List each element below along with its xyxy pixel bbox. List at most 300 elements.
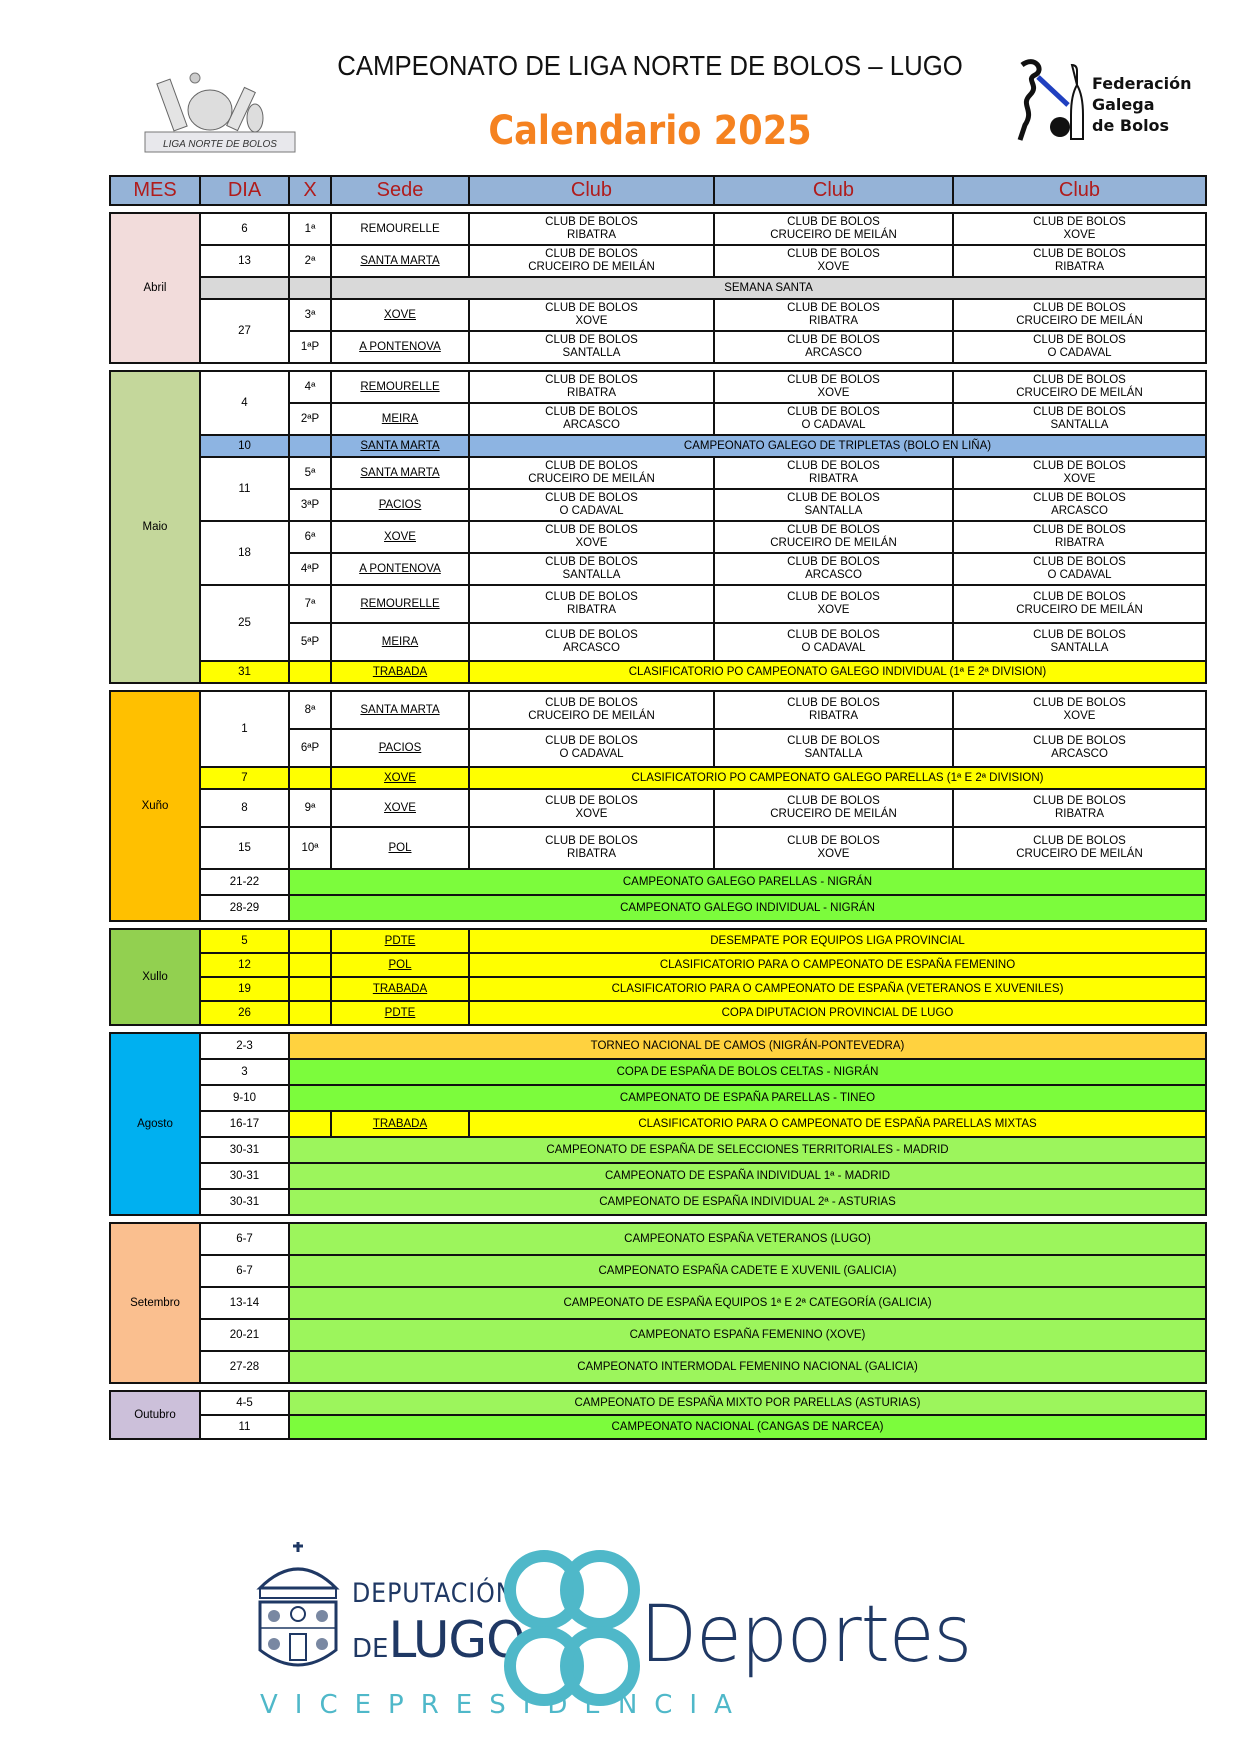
venue-link[interactable]: PDTE: [384, 934, 416, 947]
club-prefix: CLUB DE BOLOS: [787, 406, 880, 418]
venue-cell[interactable]: [331, 827, 469, 869]
club-name: ARCASCO: [563, 642, 620, 654]
venue-cell[interactable]: [331, 299, 469, 331]
table-row: [110, 1163, 1206, 1189]
club-name: RIBATRA: [1055, 537, 1104, 549]
club-cell: [714, 299, 953, 331]
club-name: CRUCEIRO DE MEILÁN: [770, 808, 897, 820]
club-prefix: CLUB DE BOLOS: [545, 835, 638, 847]
club-prefix: CLUB DE BOLOS: [1033, 591, 1126, 603]
venue-link[interactable]: XOVE: [384, 308, 416, 321]
round-cell: 2ªP: [289, 403, 331, 435]
federacion-line-1: Federación: [1092, 74, 1192, 93]
club-name: ARCASCO: [805, 569, 862, 581]
event-cell: CLASIFICATORIO PO CAMPEONATO GALEGO INDIVIDUAL (1ª E 2ª DIVISION): [469, 661, 1206, 683]
club-cell: [714, 691, 953, 729]
table-row: [110, 1351, 1206, 1383]
event-cell: COPA DE ESPAÑA DE BOLOS CELTAS - NIGRÁN: [289, 1059, 1206, 1085]
venue-cell[interactable]: [331, 331, 469, 363]
club-name: XOVE: [575, 808, 608, 820]
day-cell: 27: [200, 299, 289, 363]
club-prefix: CLUB DE BOLOS: [787, 248, 880, 260]
venue-cell[interactable]: [331, 789, 469, 827]
venue-cell[interactable]: [331, 929, 469, 953]
day-cell: 6: [200, 213, 289, 245]
round-cell: 1ª: [289, 213, 331, 245]
club-name: XOVE: [1063, 710, 1096, 722]
day-cell: 15: [200, 827, 289, 869]
venue-link[interactable]: MEIRA: [381, 412, 419, 425]
table-row: [110, 245, 1206, 277]
round-cell: 9ª: [289, 789, 331, 827]
venue-link[interactable]: SANTA MARTA: [360, 439, 440, 452]
club-cell: [953, 789, 1206, 827]
club-name: CRUCEIRO DE MEILÁN: [528, 710, 655, 722]
club-cell: [714, 521, 953, 553]
club-prefix: CLUB DE BOLOS: [1033, 406, 1126, 418]
org-line-2a: DE: [352, 1634, 389, 1664]
club-name: XOVE: [1063, 473, 1096, 485]
club-prefix: CLUB DE BOLOS: [787, 374, 880, 386]
club-prefix: CLUB DE BOLOS: [1033, 835, 1126, 847]
round-cell: [289, 953, 331, 977]
venue-link[interactable]: TRABADA: [372, 982, 428, 995]
day-cell: 9-10: [200, 1085, 289, 1111]
day-cell: 3: [200, 1059, 289, 1085]
club-cell: [953, 403, 1206, 435]
venue-cell: [331, 213, 469, 245]
club-name: ARCASCO: [1051, 748, 1108, 760]
event-cell: DESEMPATE POR EQUIPOS LIGA PROVINCIAL: [469, 929, 1206, 953]
day-cell: 18: [200, 521, 289, 585]
club-cell: [953, 457, 1206, 489]
club-name: RIBATRA: [1055, 261, 1104, 273]
round-cell: [289, 661, 331, 683]
round-cell: 5ª: [289, 457, 331, 489]
venue-link[interactable]: PACIOS: [378, 498, 422, 511]
club-cell: [469, 553, 714, 585]
day-cell: [200, 277, 289, 299]
col-header-club-1: Club: [469, 176, 714, 205]
club-prefix: CLUB DE BOLOS: [1033, 302, 1126, 314]
club-prefix: CLUB DE BOLOS: [545, 248, 638, 260]
club-name: SANTALLA: [562, 569, 621, 581]
month-cell-xullo: Xullo: [110, 929, 200, 1025]
day-cell: 19: [200, 977, 289, 1001]
day-cell: 4-5: [200, 1391, 289, 1415]
day-cell: 13-14: [200, 1287, 289, 1319]
club-name: O CADAVAL: [559, 748, 624, 760]
col-header-dia: DIA: [200, 176, 289, 205]
club-name: RIBATRA: [809, 473, 858, 485]
event-cell: CLASIFICATORIO PARA O CAMPEONATO DE ESPAÑA FEMENINO: [469, 953, 1206, 977]
table-row: [110, 1287, 1206, 1319]
club-cell: [714, 213, 953, 245]
club-name: SANTALLA: [804, 748, 863, 760]
table-row: [110, 1391, 1206, 1415]
day-cell: 30-31: [200, 1137, 289, 1163]
liga-logo-text: LIGA NORTE DE BOLOS: [163, 139, 277, 150]
day-cell: 13: [200, 245, 289, 277]
club-cell: [714, 827, 953, 869]
club-prefix: CLUB DE BOLOS: [545, 697, 638, 709]
venue-link[interactable]: SANTA MARTA: [360, 466, 440, 479]
club-cell: [714, 585, 953, 623]
club-cell: [714, 729, 953, 767]
federacion-line-2: Galega: [1092, 95, 1155, 114]
table-row: [110, 1223, 1206, 1255]
day-cell: 26: [200, 1001, 289, 1025]
venue-link[interactable]: TRABADA: [372, 1117, 428, 1130]
venue-link[interactable]: POL: [388, 958, 412, 971]
club-name: XOVE: [575, 537, 608, 549]
month-cell-agosto: Agosto: [110, 1033, 200, 1215]
col-header-sede: Sede: [331, 176, 469, 205]
venue-cell[interactable]: [331, 435, 469, 457]
club-name: CRUCEIRO DE MEILÁN: [1016, 604, 1143, 616]
club-cell: [953, 691, 1206, 729]
club-prefix: CLUB DE BOLOS: [787, 735, 880, 747]
venue-cell[interactable]: [331, 1001, 469, 1025]
venue-cell[interactable]: [331, 553, 469, 585]
table-row: [110, 1415, 1206, 1439]
table-row: [110, 1085, 1206, 1111]
day-cell: 6-7: [200, 1223, 289, 1255]
event-cell: CAMPEONATO DE ESPAÑA INDIVIDUAL 1ª - MADRID: [289, 1163, 1206, 1189]
vicepresidencia-label: VICEPRESIDENCIA: [260, 1690, 749, 1720]
club-cell: [469, 585, 714, 623]
month-cell-maio: Maio: [110, 371, 200, 683]
club-name: CRUCEIRO DE MEILÁN: [528, 261, 655, 273]
club-name: RIBATRA: [1055, 808, 1104, 820]
table-row: [110, 895, 1206, 921]
club-prefix: CLUB DE BOLOS: [1033, 374, 1126, 386]
round-cell: 3ª: [289, 299, 331, 331]
venue-cell[interactable]: [331, 623, 469, 661]
round-cell: 2ª: [289, 245, 331, 277]
table-row: [110, 1137, 1206, 1163]
club-cell: [469, 213, 714, 245]
month-cell-abril: Abril: [110, 213, 200, 363]
club-cell: [714, 371, 953, 403]
coat-of-arms-icon: [250, 1540, 346, 1680]
table-row: [110, 953, 1206, 977]
day-cell: 28-29: [200, 895, 289, 921]
venue-cell[interactable]: [331, 977, 469, 1001]
venue-label: REMOURELLE: [360, 222, 440, 235]
club-cell: [714, 457, 953, 489]
club-cell: [469, 729, 714, 767]
day-cell: 2-3: [200, 1033, 289, 1059]
table-row: [110, 1001, 1206, 1025]
club-prefix: CLUB DE BOLOS: [1033, 524, 1126, 536]
club-cell: [953, 331, 1206, 363]
table-row: [110, 1059, 1206, 1085]
venue-link[interactable]: PDTE: [384, 1006, 416, 1019]
club-prefix: CLUB DE BOLOS: [545, 629, 638, 641]
table-row: [110, 767, 1206, 789]
club-prefix: CLUB DE BOLOS: [787, 492, 880, 504]
club-cell: [469, 457, 714, 489]
day-cell: 4: [200, 371, 289, 435]
club-cell: [953, 623, 1206, 661]
month-cell-setembro: Setembro: [110, 1223, 200, 1383]
club-prefix: CLUB DE BOLOS: [1033, 248, 1126, 260]
club-name: RIBATRA: [809, 710, 858, 722]
table-row: [110, 521, 1206, 553]
club-prefix: CLUB DE BOLOS: [545, 795, 638, 807]
col-header-mes: MES: [110, 176, 200, 205]
venue-link[interactable]: XOVE: [384, 530, 416, 543]
club-cell: [469, 371, 714, 403]
club-prefix: CLUB DE BOLOS: [787, 835, 880, 847]
day-cell: 10: [200, 435, 289, 457]
table-row: [110, 435, 1206, 457]
club-cell: [469, 403, 714, 435]
venue-link[interactable]: POL: [388, 841, 412, 854]
club-cell: [469, 245, 714, 277]
club-cell: [469, 331, 714, 363]
venue-link[interactable]: TRABADA: [372, 665, 428, 678]
round-cell: 1ªP: [289, 331, 331, 363]
event-cell: CAMPEONATO ESPAÑA VETERANOS (LUGO): [289, 1223, 1206, 1255]
club-prefix: CLUB DE BOLOS: [545, 492, 638, 504]
club-cell: [953, 245, 1206, 277]
club-cell: [714, 623, 953, 661]
day-cell: 1: [200, 691, 289, 767]
calendar-table: [109, 175, 1207, 1440]
venue-cell[interactable]: [331, 729, 469, 767]
event-cell: CAMPEONATO DE ESPAÑA MIXTO POR PARELLAS (ASTURIAS): [289, 1391, 1206, 1415]
club-cell: [953, 729, 1206, 767]
table-row: [110, 277, 1206, 299]
club-cell: [714, 489, 953, 521]
col-header-club-3: Club: [953, 176, 1206, 205]
club-prefix: CLUB DE BOLOS: [545, 524, 638, 536]
table-row: [110, 827, 1206, 869]
club-prefix: CLUB DE BOLOS: [1033, 460, 1126, 472]
club-prefix: CLUB DE BOLOS: [545, 460, 638, 472]
venue-link[interactable]: MEIRA: [381, 635, 419, 648]
club-cell: [469, 691, 714, 729]
round-cell: 8ª: [289, 691, 331, 729]
day-cell: 12: [200, 953, 289, 977]
venue-link[interactable]: REMOURELLE: [360, 597, 440, 610]
round-cell: [289, 929, 331, 953]
day-cell: 31: [200, 661, 289, 683]
club-prefix: CLUB DE BOLOS: [545, 302, 638, 314]
document-title: CAMPEONATO DE LIGA NORTE DE BOLOS – LUGO: [337, 50, 963, 81]
venue-cell[interactable]: [331, 691, 469, 729]
venue-link[interactable]: REMOURELLE: [360, 380, 440, 393]
day-cell: 5: [200, 929, 289, 953]
event-cell: CLASIFICATORIO PARA O CAMPEONATO DE ESPAÑA PARELLAS MIXTAS: [469, 1111, 1206, 1137]
club-prefix: CLUB DE BOLOS: [1033, 556, 1126, 568]
round-cell: 7ª: [289, 585, 331, 623]
round-cell: [289, 1001, 331, 1025]
event-cell: CAMPEONATO GALEGO INDIVIDUAL - NIGRÁN: [289, 895, 1206, 921]
venue-link[interactable]: SANTA MARTA: [360, 703, 440, 716]
round-cell: 3ªP: [289, 489, 331, 521]
table-row: [110, 929, 1206, 953]
event-cell: CAMPEONATO ESPAÑA CADETE E XUVENIL (GALICIA): [289, 1255, 1206, 1287]
club-cell: [469, 489, 714, 521]
event-cell: CLASIFICATORIO PO CAMPEONATO GALEGO PARELLAS (1ª E 2ª DIVISION): [469, 767, 1206, 789]
venue-link[interactable]: XOVE: [384, 771, 416, 784]
event-cell: CAMPEONATO DE ESPAÑA INDIVIDUAL 2ª - ASTURIAS: [289, 1189, 1206, 1215]
round-cell: [289, 1111, 331, 1137]
club-cell: [714, 553, 953, 585]
club-prefix: CLUB DE BOLOS: [545, 216, 638, 228]
venue-link[interactable]: A PONTENOVA: [359, 562, 441, 575]
table-row: [110, 1033, 1206, 1059]
club-name: SANTALLA: [1050, 642, 1109, 654]
round-cell: 6ªP: [289, 729, 331, 767]
venue-link[interactable]: PACIOS: [378, 741, 422, 754]
org-line-2b: LUGO: [388, 1611, 525, 1669]
col-header-x: X: [289, 176, 331, 205]
club-prefix: CLUB DE BOLOS: [787, 697, 880, 709]
footer-logos: [240, 1520, 1060, 1720]
venue-cell[interactable]: [331, 767, 469, 789]
round-cell: [289, 977, 331, 1001]
event-cell: CAMPEONATO DE ESPAÑA EQUIPOS 1ª E 2ª CATEGORÍA (GALICIA): [289, 1287, 1206, 1319]
round-cell: [289, 277, 331, 299]
table-row: [110, 371, 1206, 403]
club-prefix: CLUB DE BOLOS: [787, 795, 880, 807]
club-name: RIBATRA: [567, 387, 616, 399]
bowling-pins-icon: [135, 70, 305, 156]
table-row: [110, 457, 1206, 489]
table-row: [110, 1255, 1206, 1287]
venue-cell[interactable]: [331, 245, 469, 277]
liga-norte-logo: [135, 70, 305, 156]
club-prefix: CLUB DE BOLOS: [787, 216, 880, 228]
event-cell: COPA DIPUTACION PROVINCIAL DE LUGO: [469, 1001, 1206, 1025]
club-name: RIBATRA: [809, 315, 858, 327]
round-cell: 4ª: [289, 371, 331, 403]
round-cell: 10ª: [289, 827, 331, 869]
venue-cell[interactable]: [331, 521, 469, 553]
club-name: O CADAVAL: [1047, 569, 1112, 581]
day-cell: 20-21: [200, 1319, 289, 1351]
venue-link[interactable]: SANTA MARTA: [360, 254, 440, 267]
venue-cell[interactable]: [331, 1111, 469, 1137]
club-cell: [953, 827, 1206, 869]
venue-cell[interactable]: [331, 371, 469, 403]
venue-cell[interactable]: [331, 661, 469, 683]
event-cell: CAMPEONATO DE ESPAÑA DE SELECCIONES TERRITORIALES - MADRID: [289, 1137, 1206, 1163]
table-row: [110, 585, 1206, 623]
venue-link[interactable]: XOVE: [384, 801, 416, 814]
club-cell: [469, 789, 714, 827]
club-name: XOVE: [817, 387, 850, 399]
club-prefix: CLUB DE BOLOS: [545, 374, 638, 386]
bowler-icon: [1010, 55, 1090, 145]
club-cell: [469, 827, 714, 869]
club-name: CRUCEIRO DE MEILÁN: [528, 473, 655, 485]
round-cell: [289, 767, 331, 789]
club-prefix: CLUB DE BOLOS: [787, 524, 880, 536]
federacion-logo: [1010, 55, 1200, 145]
club-cell: [953, 489, 1206, 521]
club-cell: [953, 213, 1206, 245]
club-prefix: CLUB DE BOLOS: [1033, 334, 1126, 346]
club-prefix: CLUB DE BOLOS: [787, 629, 880, 641]
club-name: ARCASCO: [805, 347, 862, 359]
header-row: [110, 176, 1206, 205]
club-prefix: CLUB DE BOLOS: [787, 334, 880, 346]
event-cell: CAMPEONATO DE ESPAÑA PARELLAS - TINEO: [289, 1085, 1206, 1111]
club-name: RIBATRA: [567, 229, 616, 241]
day-cell: 11: [200, 457, 289, 521]
table-row: [110, 1319, 1206, 1351]
venue-cell[interactable]: [331, 489, 469, 521]
day-cell: 16-17: [200, 1111, 289, 1137]
club-prefix: CLUB DE BOLOS: [545, 406, 638, 418]
club-cell: [953, 371, 1206, 403]
round-cell: 5ªP: [289, 623, 331, 661]
club-prefix: CLUB DE BOLOS: [787, 591, 880, 603]
federacion-name: [1092, 73, 1191, 136]
club-cell: [714, 331, 953, 363]
month-cell-xuno: Xuño: [110, 691, 200, 921]
club-cell: [714, 403, 953, 435]
event-cell: CAMPEONATO NACIONAL (CANGAS DE NARCEA): [289, 1415, 1206, 1439]
table-row: [110, 661, 1206, 683]
day-cell: 8: [200, 789, 289, 827]
club-name: CRUCEIRO DE MEILÁN: [770, 229, 897, 241]
club-prefix: CLUB DE BOLOS: [1033, 216, 1126, 228]
club-prefix: CLUB DE BOLOS: [1033, 697, 1126, 709]
venue-link[interactable]: A PONTENOVA: [359, 340, 441, 353]
round-cell: 6ª: [289, 521, 331, 553]
federacion-line-3: de Bolos: [1092, 116, 1170, 135]
club-name: O CADAVAL: [1047, 347, 1112, 359]
club-prefix: CLUB DE BOLOS: [1033, 735, 1126, 747]
department-name: Deportes: [640, 1590, 972, 1680]
club-cell: [714, 245, 953, 277]
club-prefix: CLUB DE BOLOS: [1033, 629, 1126, 641]
venue-cell[interactable]: [331, 457, 469, 489]
club-name: CRUCEIRO DE MEILÁN: [1016, 387, 1143, 399]
table-row: [110, 789, 1206, 827]
event-cell: SEMANA SANTA: [331, 277, 1206, 299]
club-name: XOVE: [817, 261, 850, 273]
club-name: RIBATRA: [567, 848, 616, 860]
org-line-1: DEPUTACIÓN: [352, 1578, 515, 1609]
club-prefix: CLUB DE BOLOS: [545, 334, 638, 346]
day-cell: 30-31: [200, 1189, 289, 1215]
club-name: ARCASCO: [563, 419, 620, 431]
day-cell: 30-31: [200, 1163, 289, 1189]
event-cell: CAMPEONATO GALEGO DE TRIPLETAS (BOLO EN LIÑA): [469, 435, 1206, 457]
day-cell: 6-7: [200, 1255, 289, 1287]
club-name: SANTALLA: [562, 347, 621, 359]
day-cell: 25: [200, 585, 289, 661]
venue-cell[interactable]: [331, 585, 469, 623]
day-cell: 27-28: [200, 1351, 289, 1383]
venue-cell[interactable]: [331, 403, 469, 435]
club-name: O CADAVAL: [801, 419, 866, 431]
club-cell: [953, 521, 1206, 553]
club-cell: [714, 789, 953, 827]
event-cell: CAMPEONATO INTERMODAL FEMENINO NACIONAL (GALICIA): [289, 1351, 1206, 1383]
club-cell: [469, 521, 714, 553]
col-header-club-2: Club: [714, 176, 953, 205]
venue-cell[interactable]: [331, 953, 469, 977]
club-name: CRUCEIRO DE MEILÁN: [1016, 315, 1143, 327]
